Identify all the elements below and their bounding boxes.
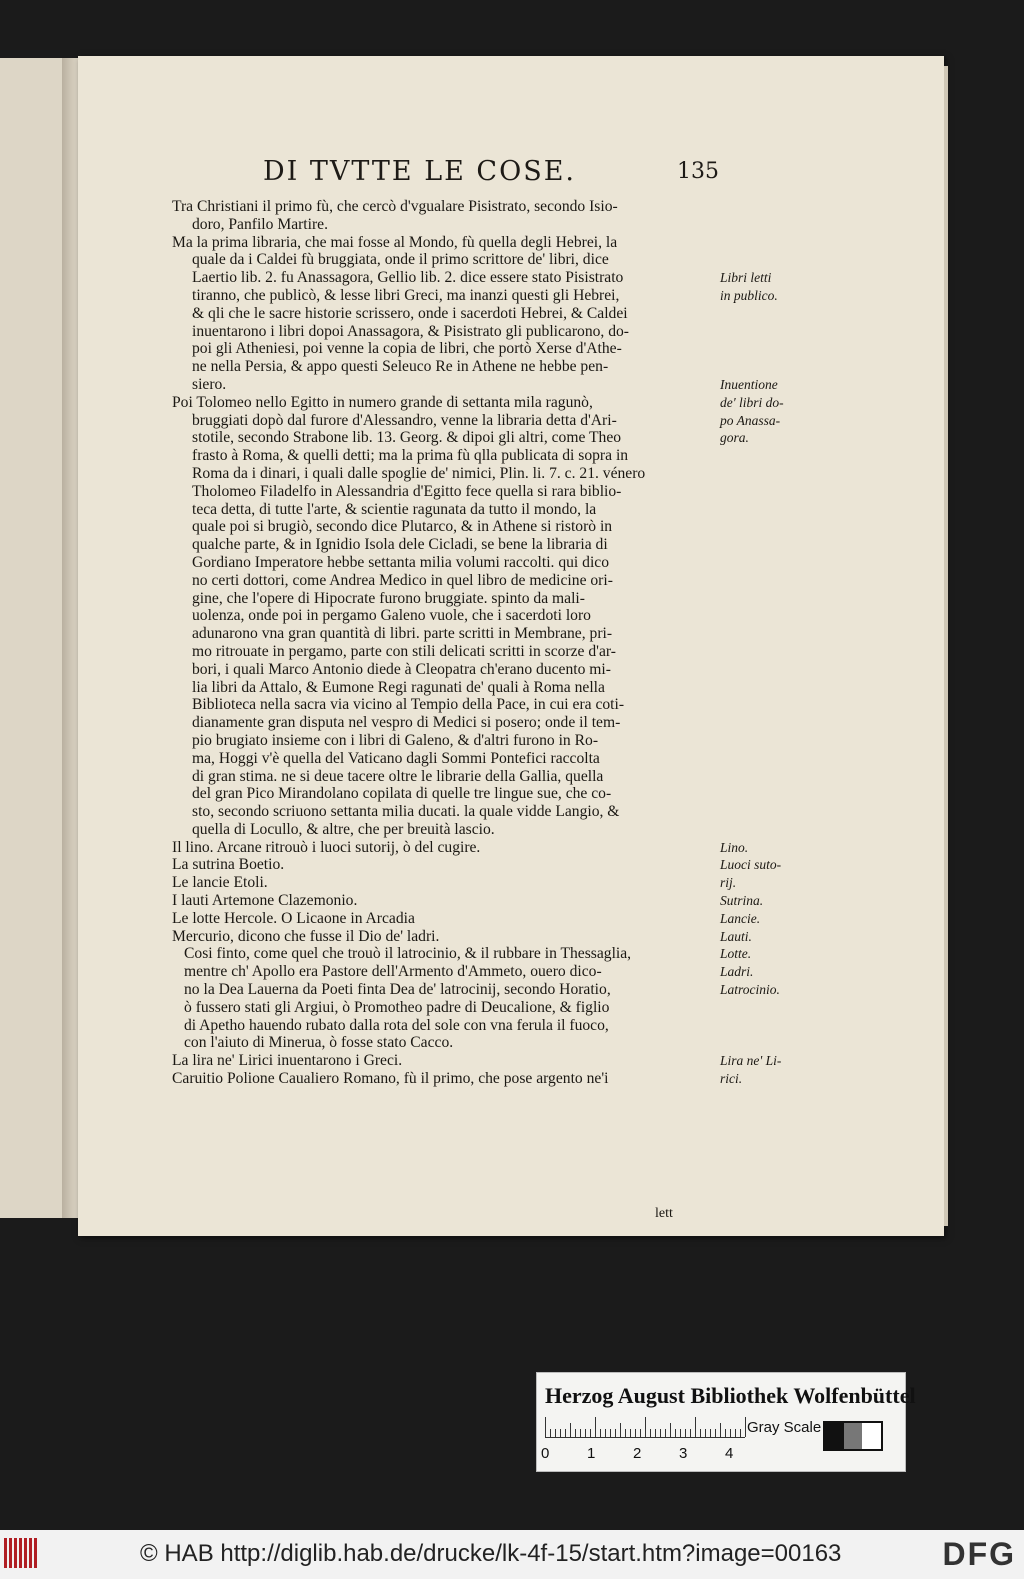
- ruler-tick: [620, 1423, 621, 1437]
- page-number: 135: [677, 159, 719, 184]
- margin-note: Lotte.: [720, 946, 752, 962]
- ruler-tick: [545, 1417, 546, 1437]
- text-line: Le lotte Hercole. O Licaone in Arcadia: [172, 909, 415, 927]
- ruler-tick: [735, 1429, 736, 1437]
- ruler-tick: [555, 1429, 556, 1437]
- text-line: Il lino. Arcane ritrouò i luoci sutorij, ò del cugire.: [172, 838, 481, 856]
- ruler-tick: [645, 1417, 646, 1437]
- text-line: lia libri da Attalo, & Eumone Regi ragunati de' quali à Roma nella: [192, 678, 605, 696]
- ruler-tick: [615, 1429, 616, 1437]
- margin-note: po Anassa-: [720, 412, 781, 428]
- text-line: Cosi finto, come quel che trouò il latrocinio, & il rubbare in Thessaglia,: [184, 945, 632, 963]
- ruler-number: 2: [633, 1445, 642, 1462]
- text-line: Tra Christiani il primo fù, che cercò d'vgualare Pisistrato, secondo Isio-: [172, 198, 618, 215]
- ruler-tick: [600, 1429, 601, 1437]
- ruler-tick: [630, 1429, 631, 1437]
- text-line: Laertio lib. 2. fu Anassagora, Gellio lib. 2. dice essere stato Pisistrato: [192, 269, 624, 287]
- text-line: frasto à Roma, & quelli detti; ma la prima fù qlla publicata di sopra in: [192, 447, 629, 465]
- swatch-black: [825, 1423, 844, 1449]
- text-line: doro, Panfilo Martire.: [192, 215, 328, 233]
- ruler-tick: [680, 1429, 681, 1437]
- text-line: del gran Pico Mirandolano copilata di quelle tre lingue sue, che co-: [192, 785, 612, 803]
- ruler-tick: [730, 1429, 731, 1437]
- text-line: mentre ch' Apollo era Pastore dell'Armento d'Ammeto, ouero dico-: [184, 963, 602, 981]
- ruler-tick: [745, 1417, 746, 1437]
- text-line: ma, Hoggi v'è quella del Vaticano dagli Sommi Pontefici raccolta: [192, 749, 600, 767]
- ruler-tick: [705, 1429, 706, 1437]
- margin-note: Lauti.: [720, 928, 752, 944]
- ruler-tick: [675, 1429, 676, 1437]
- text-line: ne nella Persia, & appo questi Seleuco Re in Athene ne hebbe pen-: [192, 358, 609, 376]
- text-line: gine, che l'opere di Hipocrate furono bruggiate. spinto da mali-: [192, 589, 585, 607]
- text-line: stotile, secondo Strabone lib. 13. Georg. & dipoi gli altri, come Theo: [192, 429, 622, 447]
- hab-logo-icon: [4, 1538, 44, 1568]
- ruler-tick: [725, 1429, 726, 1437]
- footer-url-link[interactable]: © HAB http://diglib.hab.de/drucke/lk-4f-15/start.htm?image=00163: [140, 1540, 842, 1567]
- ruler-number: 0: [541, 1445, 550, 1462]
- ruler-tick: [700, 1429, 701, 1437]
- margin-note: Lancie.: [720, 910, 761, 926]
- text-line: Tholomeo Filadelfo in Alessandria d'Egitto fece quella si rara biblio-: [192, 482, 622, 500]
- margin-note: Ladri.: [720, 964, 754, 980]
- text-line: quella di Locullo, & altre, che per breuità lascio.: [192, 820, 495, 838]
- book-page: [78, 56, 944, 1236]
- text-line: siero.: [192, 375, 227, 393]
- text-line: La lira ne' Lirici inuentarono i Greci.: [172, 1052, 403, 1070]
- margin-note: Lira ne' Li-: [720, 1053, 782, 1069]
- ruler-tick: [665, 1429, 666, 1437]
- text-line: & qli che le sacre historie scrissero, onde i sacerdoti Hebrei, & Caldei: [192, 304, 628, 322]
- margin-note: gora.: [720, 430, 749, 446]
- text-line: Gordiano Imperatore hebbe settanta milia volumi raccolti. qui dico: [192, 553, 609, 571]
- ruler-tick: [550, 1429, 551, 1437]
- ruler-tick: [690, 1429, 691, 1437]
- text-line: adunarono vna gran quantità di libri. parte scritti in Membrane, pri-: [192, 625, 613, 643]
- measurement-ruler: [545, 1417, 745, 1438]
- text-line: Roma da i dinari, i quali dalle spoglie de' nimici, Plin. li. 7. c. 21. vénero: [192, 464, 646, 482]
- text-line: La sutrina Boetio.: [172, 856, 285, 874]
- ruler-number: 3: [679, 1445, 688, 1462]
- ruler-tick: [575, 1429, 576, 1437]
- text-line: no certi dottori, come Andrea Medico in quel libro de medicine ori-: [192, 571, 613, 589]
- margin-note: Libri letti: [720, 270, 772, 286]
- text-line: quale da i Caldei fù bruggiata, onde il primo scrittore de' libri, dice: [192, 251, 609, 269]
- ruler-tick: [605, 1429, 606, 1437]
- ruler-tick: [660, 1429, 661, 1437]
- running-header: DI TVTTE LE COSE.: [263, 156, 577, 187]
- ruler-tick: [590, 1429, 591, 1437]
- text-line: Mercurio, dicono che fusse il Dio de' ladri.: [172, 927, 440, 945]
- gray-scale-swatches: [823, 1421, 883, 1451]
- margin-notes-column: [720, 198, 806, 1088]
- ruler-number: 4: [725, 1445, 734, 1462]
- text-line: quale poi si brugiò, secondo dice Plutarco, & in Athene si ristorò in: [192, 518, 613, 536]
- margin-note: Inuentione: [720, 376, 778, 392]
- text-line: qualche parte, & in Ignidio Isola dele Cicladi, se bene la libraria di: [192, 536, 608, 554]
- swatch-gray: [844, 1423, 863, 1449]
- text-line: di Apetho hauendo rubato dalla rota del sole con vna ferula il fuoco,: [184, 1016, 609, 1034]
- text-line: Caruitio Polione Caualiero Romano, fù il primo, che pose argento ne'i: [172, 1070, 609, 1088]
- text-line: tiranno, che publicò, & lesse libri Greci, ma inanzi questi gli Hebrei,: [192, 286, 620, 304]
- swatch-white: [862, 1423, 881, 1449]
- text-line: no la Dea Lauerna da Poeti finta Dea de' latrocinij, secondo Horatio,: [184, 981, 611, 999]
- ruler-tick: [640, 1429, 641, 1437]
- text-line: uolenza, onde poi in pergamo Galeno vuole, che i sacerdoti loro: [192, 607, 591, 625]
- ruler-tick: [560, 1429, 561, 1437]
- margin-note: rici.: [720, 1071, 743, 1087]
- ruler-tick: [585, 1429, 586, 1437]
- ruler-tick: [610, 1429, 611, 1437]
- ruler-number: 1: [587, 1445, 596, 1462]
- text-line: dianamente gran disputa nel vespro di Medici si posero; onde il tem-: [192, 714, 621, 732]
- text-line: sto, secondo scriuono settanta milia ducati. la quale vidde Langio, &: [192, 803, 620, 821]
- text-line: poi gli Atheniesi, poi venne la copia de libri, che portò Xerse d'Athe-: [192, 340, 622, 358]
- ruler-tick: [595, 1417, 596, 1437]
- text-line: con l'aiuto di Mineruа, ò fosse stato Cacco.: [184, 1034, 454, 1052]
- margin-note: Sutrina.: [720, 893, 764, 909]
- text-line: Poi Tolomeo nello Egitto in numero grande di settanta mila ragunò,: [172, 393, 593, 411]
- catchword: lett: [655, 1206, 673, 1221]
- ruler-tick: [695, 1417, 696, 1437]
- text-line: teca detta, di tutte l'arte, & scientie ragunata da tutto il mondo, la: [192, 500, 597, 518]
- ruler-tick: [720, 1423, 721, 1437]
- main-text-column: [172, 198, 712, 1088]
- ruler-tick: [650, 1429, 651, 1437]
- text-line: di gran stima. ne si deue tacere oltre le librarie della Gallia, quella: [192, 767, 604, 785]
- ruler-tick: [635, 1429, 636, 1437]
- library-name: Herzog August Bibliothek Wolfenbüttel: [545, 1383, 916, 1408]
- text-line: Ma la prima libraria, che mai fosse al Mondo, fù quella degli Hebrei, la: [172, 233, 618, 251]
- ruler-tick: [670, 1423, 671, 1437]
- text-line: mo ritrouate in pergamo, parte con stili delicati scritti in scorze d'ar-: [192, 642, 616, 660]
- ruler-tick: [565, 1429, 566, 1437]
- text-line: Le lancie Etoli.: [172, 874, 268, 892]
- text-line: Biblioteca nella sacra via vicino al Tempio della Pace, in cui era coti-: [192, 696, 625, 714]
- dfg-logo: DFG: [942, 1536, 1016, 1572]
- library-color-label: [536, 1372, 916, 1472]
- ruler-tick: [580, 1429, 581, 1437]
- ruler-tick: [710, 1429, 711, 1437]
- text-line: pio brugiato insieme con i libri di Galeno, & d'altri furono in Ro-: [192, 731, 599, 749]
- page-edge: [944, 66, 948, 1226]
- ruler-tick: [715, 1429, 716, 1437]
- footer-bar: [0, 1530, 1024, 1579]
- margin-note: Luoci suto-: [720, 857, 782, 873]
- gray-scale-label: Gray Scale: [747, 1419, 822, 1436]
- margin-note: de' libri do-: [720, 394, 784, 410]
- ruler-tick: [570, 1423, 571, 1437]
- ruler-tick: [740, 1429, 741, 1437]
- ruler-tick: [685, 1429, 686, 1437]
- text-line: bori, i quali Marco Antonio diede à Cleopatra ch'erano ducento mi-: [192, 660, 611, 678]
- margin-note: Lino.: [720, 839, 749, 855]
- ruler-tick: [625, 1429, 626, 1437]
- margin-note: in publico.: [720, 287, 778, 303]
- margin-note: Latrocinio.: [720, 982, 780, 998]
- text-line: bruggiati dopò dal furore d'Alessandro, venne la libraria detta d'Ari-: [192, 411, 617, 429]
- margin-note: rij.: [720, 875, 737, 891]
- text-line: ò fussero stati gli Argiui, ò Promotheo padre di Deucalione, & figlio: [184, 998, 610, 1016]
- text-line: inuentarono i libri dopoi Anassagora, & Pisistrato gli publicarono, do-: [192, 322, 629, 340]
- ruler-tick: [655, 1429, 656, 1437]
- text-line: I lauti Artemone Clazemonio.: [172, 892, 358, 910]
